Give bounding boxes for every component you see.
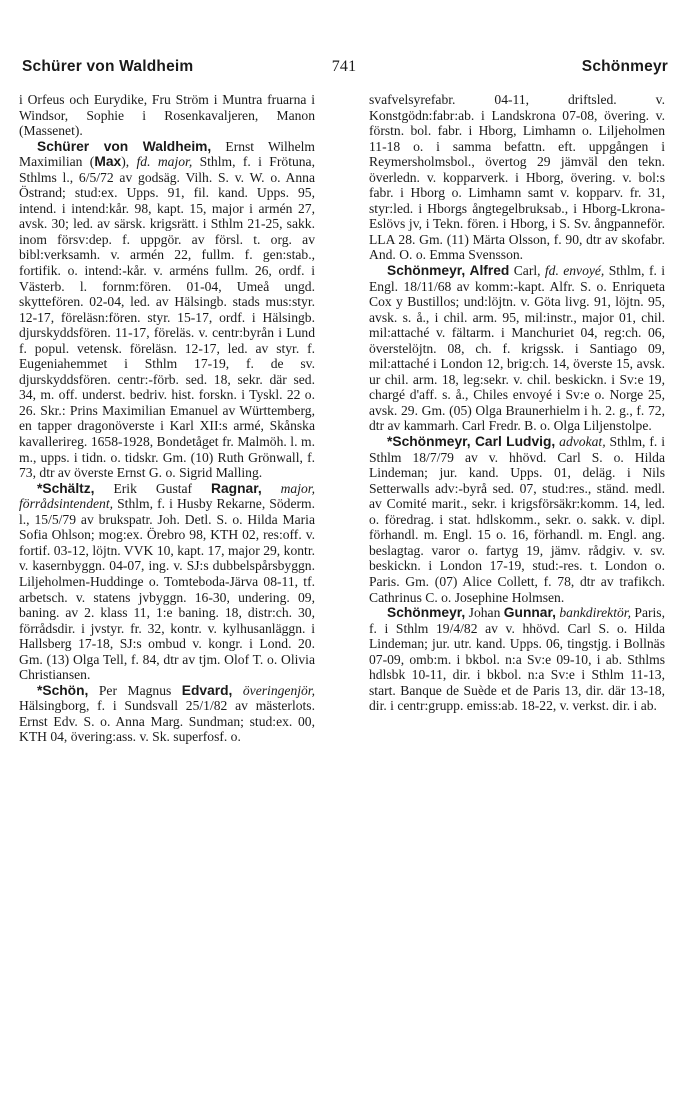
entry-name: Schürer von Waldheim, [37, 138, 212, 154]
entry-text: Sthlm, f. i Frötuna, Sthlms l., 6/5/72 av godsäg. Vilh. S. v. W. o. Anna Östrand; stud:ex. Upps. 91, fil. kand. Upps. 95, intend. i intend:kår. 98, kapt. 15, major i armén 27, avsk. 30; led. av särsk. krigsrätt. i Sthlm 21-25, sakk. inom försv:dep. f. uppgör. av försl. t. org. av bibl:verksamh. v. armén 22, fullm. f. gen:stab., fortifik. o. intend:-kår. v. arméns fullm. 26, ordf. i Västerb. l. fornm:fören. 01-04, Umeå ungd. skyttefören. 02-04, led. av Hälsingb. stads mus:styr. 12-17, föreläsn:fören. styr. 15-17, ordf. i Hälsingb. djurskyddsfören. 11-17, föreläs. v. centr:byrån i Lund f. popul. vetensk. föreläsn. 12-17, led. av styr. f. Eugeniahemmet i Sthlm 17-19, f. de sv. djurskyddsfören. centr:-förb. sed. 18, sekr. där sed. 34, m. off. underst. bedriv. hist. forskn. i Tyskl. 22 o. 26. Skr.: Prins Maximilian Emanuel av Württemberg, en tapper dragonöverste i Karl XII:s armé, Skånska kavallerireg. 1658-1928, Bondetåget fr. Malmöh. l. m. m., upps. i tidn. o. tidskr. Gm. (10) Ruth Grönwall, f. 73, dtr av överste Ernst G. o. Sigrid Malling. [19, 154, 315, 481]
entry-schonmeyr-carl-ludvig [369, 434, 665, 605]
entry-text: Sthlm, f. i Husby Rekarne, Söderm. l., 15/5/79 av brukspatr. Joh. Detl. S. o. Hilda Maria Sofia Ohlson; mog:ex. Örebro 98, KTH 02, res:off. v. fortif. 03-12, löjtn. VVK 10, kapt. 17, major 29, kontr. v. kasernbyggn. 04-07, ing. v. SJ:s dubbelspårsbyggn. Liljeholmen-Huddinge o. Tomteboda-Järva 08-11, tf. arbetsch. v. statens jvbyggn. 16-30, undering. 09, baning. av 2. klass 11, 1:e baning. 18, distr:ch. 30, förrådsdir. i jvstyr. fr. 32, kontr. v. kylhusanläggn. i Hallsberg 17-18, SJ:s ombud v. kongr. i Lond. 20. Gm. (13) Olga Tell, f. 84, dtr av tjm. Olof T. o. Olivia Christiansen. [19, 496, 315, 683]
entry-title: bankdirektör, [555, 605, 631, 621]
entry-text: Hälsingborg, f. i Sundsvall 25/1/82 av mästerlots. Ernst Edv. S. o. Anna Marg. Sundman; stud:ex. 00, KTH 04, övering:ass. v. Sk. superfosf. o. [19, 698, 315, 745]
entry-schon [19, 683, 315, 745]
entry-schonmeyr-alfred [369, 263, 665, 434]
entry-given-name: Ragnar, [211, 480, 262, 496]
header-right-keyword: Schönmeyr [581, 58, 668, 75]
entry-text: i Orfeus och Eurydike, Fru Ström i Muntra fruarna i Windsor, Sophie i Rosenkavaljeren, Manon (Massenet). [19, 92, 315, 139]
entry-given-name: Max [94, 154, 122, 170]
entry-given-name: Alfred [465, 263, 510, 279]
entry-title: fd. major, [136, 154, 193, 170]
entry-title: advokat, [555, 434, 606, 450]
entry-schaltz [19, 481, 315, 683]
entry-text: Sthlm, f. i Engl. 18/11/68 av komm:-kapt. Alfr. S. o. Enriqueta Cox y Bustillos; und:löjtn. v. Göta livg. 91, löjtn. 95, avsk. s. å., i chil. arm. 95, mil:instr., major 01, chil. mil:attaché v. fältarm. i Manchuriet 04, reg:ch. 06, överstelöjtn. 08, ch. f. krigssk. i Santiago 09, mil:attaché i London 12, brig:ch. 14, överste 15, avsk. ur chil. arm. 18, leg:sekr. v. chil. beskickn. i Sv:e 19, chargé d'aff. s. å., Chiles envoyé i Sv:e o. Norge 25, avsk. 29. Gm. (05) Olga Braunerhielm i h. 2. g., f. 72, dtr av kammarh. Carl Fredr. B. o. Olga Liljenstolpe. [369, 263, 665, 434]
entry-name: *Schältz, [37, 480, 95, 496]
entry-title: major, förrådsintendent, [19, 480, 315, 512]
entry-schurer-von-waldheim [19, 139, 315, 481]
page-header [20, 58, 668, 80]
entry-name: *Schön, [37, 682, 89, 698]
entry-continuation [19, 92, 315, 139]
entry-continuation [369, 92, 665, 263]
entry-given-pre: Erik Gustaf [94, 480, 212, 496]
header-left-keyword: Schürer von Waldheim [22, 58, 194, 75]
entry-given-name: Gunnar, [503, 605, 556, 621]
right-column [369, 92, 665, 714]
entry-name: *Schönmeyr, [387, 434, 471, 450]
entry-given-pre: Johan [465, 605, 504, 621]
entry-given-pre: Per Magnus [88, 682, 182, 698]
entry-text: svafvelsyrefabr. 04-11, driftsled. v. Konstgödn:fabr:ab. i Landskrona 07-08, övering. v. förstn. bol. fabr. i Hborg, Limhamn o. Liljeholmen 11-18 o. i samma befattn. eft. uppgången i Reymersholmsbol., övertog 29 jämväl den tekn. överledn. v. kopparverk. i Hborg, övering. v. bol:s fabr. i Hborg o. Limhamn samt v. kopparv. fr. 31, styr:led. i Hborgs ångtegelbruksab., i Hborg-Lkrona-Eslövs jv, i Tekn. fören. i Hborg, i S. Sv. ångpanneför. LLA 28. Gm. (11) Märta Olsson, f. 90, dtr av skofabr. And. O. o. Emma Svensson. [369, 92, 665, 263]
entry-given-pre: Carl, [509, 263, 545, 279]
entry-given-name: Edvard, [181, 682, 233, 698]
entry-given-name: Carl Ludvig, [470, 434, 556, 450]
page-number: 741 [331, 58, 357, 75]
entry-title: fd. envoyé, [544, 263, 605, 279]
entry-title: överingenjör, [232, 682, 315, 698]
entry-text: Paris, f. i Sthlm 19/4/82 av v. hhövd. Carl S. o. Hilda Lindeman; jur. utr. kand. Upps. 06, tingstjg. i Bollnäs 07-09, omb:m. i bkbol. n:a Sv:e 09-10, i ab. Sthlms hdlsbk 10-11, dir. i bkbol. n:a Sv:e i Sthlm 11-13, start. Banque de Suède et de Paris 13, dir. där 13-18, dir. i centr:grupp. emiss:ab. 18-22, v. verkst. dir. i ab. [369, 605, 665, 714]
entry-schonmeyr-gunnar [369, 605, 665, 714]
entry-text: Sthlm, f. i Sthlm 18/7/79 av v. hhövd. Carl S. o. Hilda Lindeman; jur. kand. Upps. 01, deläg. i Nils Setterwalls adv:-byrå sed. 07, stud:res., ständ. medl. av Comité marit., sekr. i krigsförsäkr:komm. 14, led. o. föredrag. i stat. hdlskomm., sekr. o. sakk. v. dipl. förhandl. m. Engl. 15 o. 16, förhandl. m. Engl. ang. beslagtag. varor o. fartyg 19, jämv. rådgiv. v. sv. beskickn. i London 17-19, stud:-res. t. London o. Paris. Gm. (07) Alice Collett, f. 78, dtr av trafikch. Cathrinus C. o. Josephine Holmsen. [369, 434, 665, 605]
entry-given-post: ), [121, 154, 137, 170]
entry-name: Schönmeyr, [387, 605, 466, 621]
entry-given-pre: Ernst Wilhelm Maximilian ( [19, 138, 315, 170]
left-column [19, 92, 315, 745]
entry-name: Schönmeyr, [387, 263, 466, 279]
